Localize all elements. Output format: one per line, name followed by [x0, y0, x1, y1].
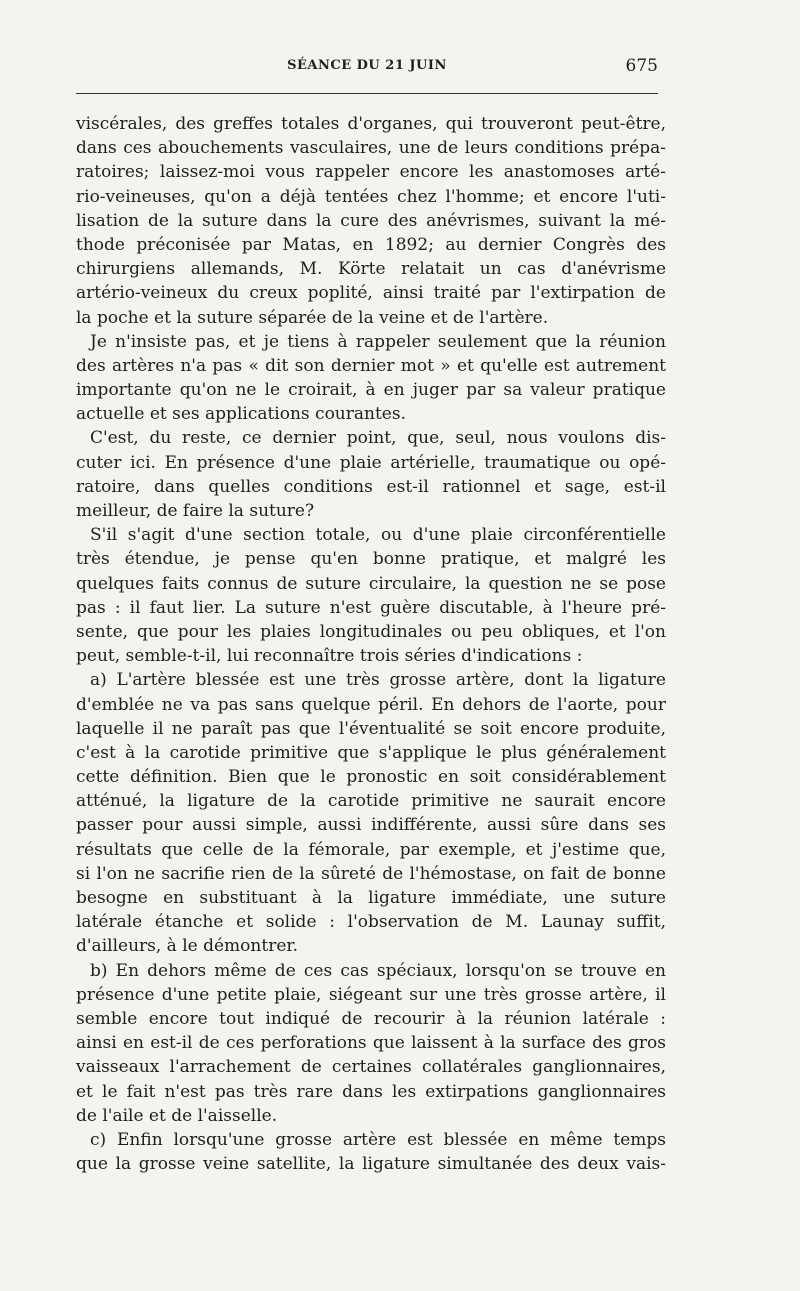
text-line: laquelle il ne paraît pas que l'éventualité se soit encore produite, — [76, 718, 666, 739]
text-line: lisation de la suture dans la cure des anévrismes, suivant la mé- — [76, 210, 666, 231]
text-line: atténué, la ligature de la carotide primitive ne saurait encore — [76, 791, 666, 812]
text-line: des artères n'a pas « dit son dernier mot » et qu'elle est autrement — [76, 355, 666, 376]
text-line: chirurgiens allemands, M. Körte relatait un cas d'anévrisme — [76, 259, 666, 280]
text-line: très étendue, je pense qu'en bonne pratique, et malgré les — [76, 549, 666, 570]
text-line: que la grosse veine satellite, la ligature simultanée des deux vais- — [76, 1154, 666, 1175]
running-title: SÉANCE DU 21 JUIN — [287, 58, 447, 73]
page-header — [76, 58, 658, 82]
text-line: la poche et la suture séparée de la veine et de l'artère. — [76, 307, 549, 328]
text-line: meilleur, de faire la suture? — [76, 501, 315, 521]
text-line: vaisseaux l'arrachement de certaines collatérales ganglionnaires, — [76, 1057, 666, 1078]
text-line: cuter ici. En présence d'une plaie artérielle, traumatique ou opé- — [76, 452, 666, 473]
text-line: si l'on ne sacrifie rien de la sûreté de l'hémostase, on fait de bonne — [76, 863, 666, 884]
text-line: de l'aile et de l'aisselle. — [76, 1105, 278, 1126]
text-line: présence d'une petite plaie, siégeant sur une très grosse artère, il — [76, 984, 666, 1005]
text-line: d'ailleurs, à le démontrer. — [76, 936, 299, 957]
text-line: thode préconisée par Matas, en 1892; au dernier Congrès des — [76, 234, 666, 255]
text-line: cette définition. Bien que le pronostic en soit considérablement — [76, 767, 666, 788]
text-line: semble encore tout indiqué de recourir à la réunion latérale : — [76, 1008, 666, 1029]
text-line: ratoires; laissez-moi vous rappeler encore les anastomoses arté- — [76, 162, 666, 183]
text-line: b) En dehors même de ces cas spéciaux, lorsqu'on se trouve en — [90, 960, 666, 981]
text-line: Je n'insiste pas, et je tiens à rappeler seulement que la réunion — [90, 331, 666, 352]
header-rule — [76, 93, 658, 94]
text-line: pas : il faut lier. La suture n'est guère discutable, à l'heure pré- — [76, 597, 666, 618]
text-line: dans ces abouchements vasculaires, une de leurs conditions prépa- — [76, 138, 666, 159]
text-line: besogne en substituant à la ligature immédiate, une suture — [76, 888, 666, 908]
text-line: et le fait n'est pas très rare dans les extirpations ganglionnaires — [76, 1081, 666, 1102]
text-line: d'emblée ne va pas sans quelque péril. En dehors de l'aorte, pour — [76, 694, 666, 715]
text-line: peut, semble-t-il, lui reconnaître trois séries d'indications : — [76, 646, 583, 667]
text-line: rio-veineuses, qu'on a déjà tentées chez l'homme; et encore l'uti- — [76, 186, 666, 207]
text-line: quelques faits connus de suture circulaire, la question ne se pose — [76, 573, 666, 594]
text-line: artério-veineux du creux poplité, ainsi traité par l'extirpation de — [76, 283, 666, 304]
text-line: c) Enfin lorsqu'une grosse artère est blessée en même temps — [90, 1129, 666, 1150]
text-line: ainsi en est-il de ces perforations que laissent à la surface des gros — [76, 1033, 666, 1054]
page-number: 675 — [625, 56, 658, 76]
text-line: résultats que celle de la fémorale, par exemple, et j'estime que, — [76, 839, 666, 860]
text-line: sente, que pour les plaies longitudinales ou peu obliques, et l'on — [76, 621, 666, 642]
text-line: viscérales, des greffes totales d'organes, qui trouveront peut-être, — [76, 114, 666, 134]
text-line: actuelle et ses applications courantes. — [76, 404, 406, 425]
body-text — [76, 112, 666, 1176]
text-line: S'il s'agit d'une section totale, ou d'une plaie circonférentielle — [90, 525, 666, 546]
text-line: latérale étanche et solide : l'observation de M. Launay suffit, — [76, 912, 666, 933]
text-line: C'est, du reste, ce dernier point, que, seul, nous voulons dis- — [90, 428, 666, 449]
text-line: a) L'artère blessée est une très grosse artère, dont la ligature — [90, 670, 666, 691]
text-line: importante qu'on ne le croirait, à en juger par sa valeur pratique — [76, 380, 666, 401]
text-line: c'est à la carotide primitive que s'applique le plus généralement — [76, 742, 666, 763]
text-line: passer pour aussi simple, aussi indifférente, aussi sûre dans ses — [76, 815, 666, 836]
text-line: ratoire, dans quelles conditions est-il rationnel et sage, est-il — [76, 476, 666, 497]
